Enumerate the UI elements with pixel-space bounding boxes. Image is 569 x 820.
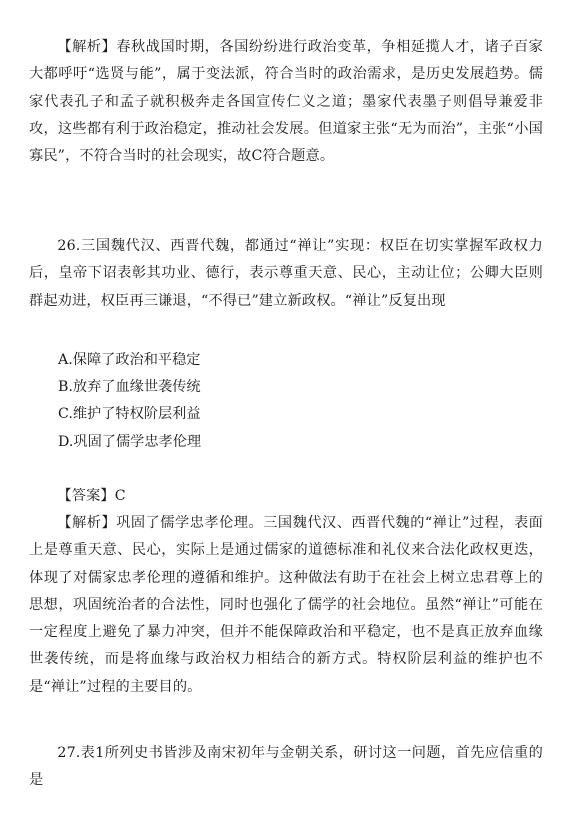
analysis-text: 春秋战国时期，各国纷纷进行政治变革，争相延揽人才，诸子百家大都呼吁“选贤与能”，属于变法派，符合当时的政治需求，是历史发展趋势。儒家代表孔子和孟子就积极奔走各国宣传仁义之道；墨家代表墨子则倡导兼爱非攻，这些都有利于政治稳定，推动社会发展。但道家主张“无为而治”，主张“小国寡民”，不符合当时的社会现实，故C符合题意。	[29, 39, 543, 165]
option-c: C.维护了特权阶层利益	[58, 406, 201, 422]
analysis-paragraph-1	[29, 34, 543, 170]
analysis-paragraph-26	[29, 510, 543, 701]
option-d: D.巩固了儒学忠孝伦理	[58, 434, 202, 450]
analysis-tag: 【解析】	[57, 39, 117, 55]
answer-tag: 【答案】	[57, 488, 115, 504]
analysis-tag: 【解析】	[57, 515, 117, 531]
analysis-text: 巩固了儒学忠孝伦理。三国魏代汉、西晋代魏的“禅让”过程，表面上是尊重天意、民心，实际上是通过儒家的道德标准和礼仪来合法化政权更迭，体现了对儒家忠孝伦理的遵循和维护。这种做法有助于在社会上树立忠君尊上的思想，巩固统治者的合法性，同时也强化了儒学的社会地位。虽然“禅让”可能在一定程度上避免了暴力冲突，但并不能保障政治和平稳定，也不是真正放弃血缘世袭传统，而是将血缘与政治权力相结合的新方式。特权阶层利益的维护也不是“禅让”过程的主要目的。	[29, 515, 543, 695]
option-a: A.保障了政治和平稳定	[58, 352, 201, 368]
option-b: B.放弃了血缘世袭传统	[58, 379, 201, 395]
answer-26	[29, 483, 543, 510]
question-26-stem: 26.三国魏代汉、西晋代魏，都通过“禅让”实现：权臣在切实掌握军政权力后，皇帝下诏表彰其功业、德行，表示尊重天意、民心，主动让位；公卿大臣则群起劝进，权臣再三谦退，“不得已”建立新政权。“禅让”反复出现	[29, 238, 543, 309]
answer-value: C	[114, 488, 126, 504]
question-27-stem: 27.表1所列史书皆涉及南宋初年与金朝关系，研讨这一问题，首先应信重的是	[29, 745, 543, 789]
